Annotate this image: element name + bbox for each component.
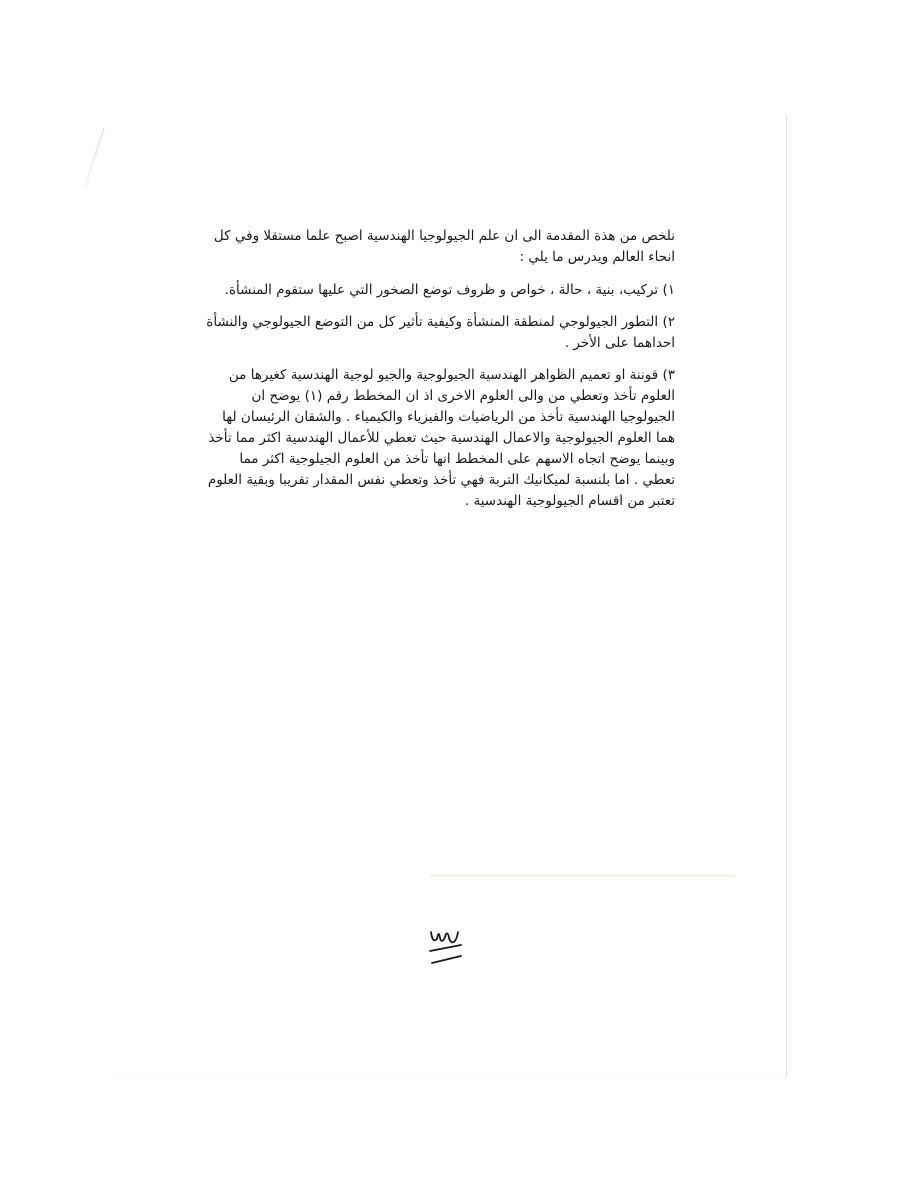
scan-page-edge [783,112,787,1080]
list-item-text: التطور الجيولوجي لمنطقة المنشأة وكيفية تأثير كل من التوضع الجيولوجي والنشأة احداهما على الأخر . [206,314,675,351]
handwritten-page-number [425,918,467,970]
list-item-number: ٣) [662,367,675,383]
scan-edge-mark [84,128,105,188]
list-item [205,365,675,512]
document-body [205,226,675,523]
scan-faint-line [430,874,735,877]
list-item [205,280,675,301]
list-item-text: قوننة او تعميم الظواهر الهندسية الجيولوجية والجيو لوجية الهندسية كغيرها من العلوم تأخذ وتعطي من والى العلوم الاخرى اذ ان المخطط رقم (١) يوضح ان الجيولوجيا الهندسية تأخذ من الرياضيات والفيزياء والكيمياء . والشقان الرئيسان لها هما العلوم الجيولوجية والاعمال الهندسية حيث تعطي للأعمال الهندسية اكثر مما تأخذ وبينما يوضح اتجاه الاسهم على المخطط انها تأخذ من العلوم الجيلوجية اكثر مما تعطي . اما بلنسبة لميكانيك التربة فهي تأخذ وتعطي نفس المقدار تقريبا وبقية العلوم تعتبر من اقسام الجيولوجية الهندسية . [207,367,675,509]
scan-faint-bottom-line [110,1078,780,1079]
page-number-glyph [425,918,467,970]
intro-paragraph: نلخص من هذة المقدمة الى ان علم الجيولوجيا الهندسية اصبح علما مستقلا وفي كل انحاء العالم ويدرس ما يلي : [213,228,675,265]
list-item-number: ١) [662,282,675,298]
list-item-number: ٢) [662,314,675,330]
list-item-text: تركيب، بنية ، حالة ، خواص و ظروف توضع الصخور التي عليها ستقوم المنشأة. [224,282,659,298]
list-item [205,312,675,354]
